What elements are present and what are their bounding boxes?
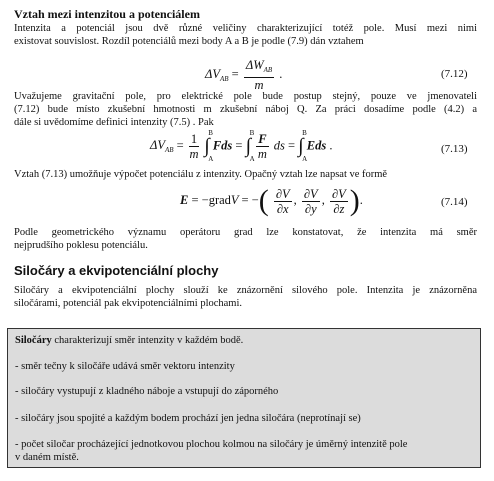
paragraph-inverse: Vztah (7.13) umožňuje výpočet potenciálu z intenzity. Opačný vztah lze napsat ve formě (14, 169, 388, 180)
text-line: existovat souvislost. Rozdíl potenciálů mezi body A a B je podle (7.9) dán vztahem (14, 36, 364, 47)
text-line: (7.12) bude místo zkušební hmotnosti m zkušební náboj Q. Za práci dosadíme podle (4.2) a (14, 104, 477, 115)
eq-fraction: $\frac{1}{m}$ (189, 132, 199, 161)
equation-7-14: E = −gradV = −( $\frac{\partial V}{\partial x}$ , $\frac{\partial V}{\partial y}$ , $\frac{\partial V}{\partial z}$ ). (180, 184, 363, 217)
partial-y: $\frac{\partial V}{\partial y}$ (303, 186, 318, 216)
paragraph-fieldlines (14, 284, 477, 310)
eq-sign: = (231, 66, 239, 81)
paragraph-intro (14, 22, 477, 48)
eq-lhs: E (180, 192, 189, 207)
eq-term: ds (273, 138, 285, 153)
equation-7-13: $\Delta V_{AB}$ = $\frac{1}{m}$ ∫ B A Fds = ∫ B A $\frac{F}{m}$ ds = ∫ B A Eds . (150, 129, 333, 163)
text-line: Siločáry a ekvipotenciální plochy slouží ke znázornění silového pole. Intenzita je znázorněna (14, 285, 477, 296)
text-line: siločárami, potenciál pak ekvipotenciálními plochami. (14, 298, 243, 309)
eq-fraction: $\frac{F}{m}$ (257, 132, 267, 161)
partial-z: $\frac{\partial V}{\partial z}$ (331, 186, 346, 216)
summary-box (7, 328, 481, 468)
eq-fraction: $\frac{\Delta W_{AB}}{m}$ (245, 58, 273, 92)
paragraph-gravity (14, 90, 477, 129)
heading: Vztah mezi intenzitou a potenciálem (14, 7, 200, 21)
equation-number: (7.12) (441, 68, 468, 80)
text-line: dále si uvědomíme definici intenzity (7.5) . Pak (14, 117, 214, 128)
text-line: nejprudšího poklesu potenciálu. (14, 240, 148, 251)
equation-number: (7.13) (441, 143, 468, 155)
equation-number: (7.14) (441, 196, 468, 208)
text-line: Podle geometrického významu operátoru grad lze konstatovat, že intenzita má směr (14, 227, 477, 238)
integral-sign: ∫ B A (204, 129, 214, 163)
box-item: v daném místě. (15, 452, 79, 463)
integral-sign: ∫ B A (298, 129, 308, 163)
eq-term: Eds (306, 138, 327, 153)
box-item: - směr tečny k siločáře udává směr vektoru intenzity (15, 361, 235, 372)
text-line: Intenzita a potenciál jsou dvě různé veličiny charakterizující totéž pole. Musí mezi nimi (14, 23, 477, 34)
equation-7-12 (205, 58, 282, 92)
paragraph-grad (14, 226, 477, 252)
eq-term: Fds (212, 138, 233, 153)
section-title: Siločáry a ekvipotenciální plochy (14, 263, 219, 278)
box-title: Siločáry charakterizují směr intenzity v každém bodě. (15, 335, 244, 346)
partial-x: $\frac{\partial V}{\partial x}$ (275, 186, 290, 216)
integral-sign: ∫ B A (245, 129, 255, 163)
eq-lhs: $\Delta V_{AB}$ (150, 138, 174, 155)
box-item: - siločáry vystupují z kladného náboje a vstupují do záporného (15, 386, 279, 397)
box-item: - počet siločar procházející jednotkovou plochou kolmou na siločáry je úměrný intenzitě pole (15, 439, 408, 450)
box-item: - siločáry jsou spojité a každým bodem prochází jen jedna siločára (neprotínají se) (15, 413, 361, 424)
text-line: Uvažujeme gravitační pole, pro elektrické pole bude postup stejný, pouze ve jmenovateli (14, 91, 477, 102)
eq-end: . (279, 66, 283, 81)
eq-lhs: $\Delta V_{AB}$ (205, 66, 229, 83)
